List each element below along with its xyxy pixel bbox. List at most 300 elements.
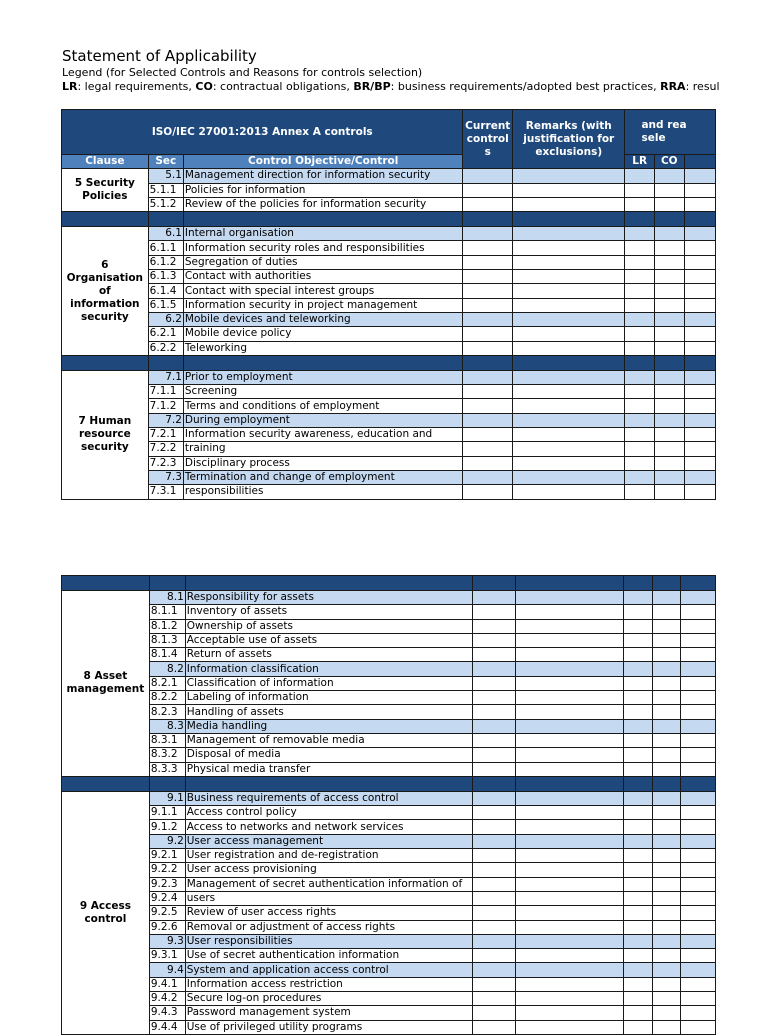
remarks-cell[interactable] — [513, 485, 625, 499]
remarks-cell[interactable] — [516, 977, 623, 991]
sec-cell: 9.1.1 — [149, 806, 185, 820]
remarks-cell[interactable] — [516, 719, 623, 733]
br-cell[interactable] — [684, 428, 715, 442]
lr-cell[interactable] — [623, 762, 652, 776]
remarks-cell[interactable] — [513, 385, 625, 399]
remarks-cell[interactable] — [513, 312, 625, 326]
remarks-cell[interactable] — [513, 197, 625, 211]
sec-cell: 9.2.3 — [149, 877, 185, 891]
lr-cell[interactable] — [623, 605, 652, 619]
remarks-cell[interactable] — [513, 470, 625, 484]
control-objective-row — [62, 312, 716, 326]
current-control-cell[interactable] — [473, 806, 516, 820]
br-cell[interactable] — [681, 648, 716, 662]
br-cell[interactable] — [684, 312, 715, 326]
remarks-cell[interactable] — [516, 748, 623, 762]
control-cell: Information access restriction — [185, 977, 472, 991]
lr-cell[interactable] — [623, 748, 652, 762]
current-control-cell[interactable] — [473, 834, 516, 848]
co-cell[interactable] — [652, 920, 681, 934]
br-cell[interactable] — [681, 920, 716, 934]
br-cell[interactable] — [684, 327, 715, 341]
co-cell[interactable] — [652, 934, 681, 948]
current-control-cell[interactable] — [473, 633, 516, 647]
lr-cell[interactable] — [625, 428, 654, 442]
lr-cell[interactable] — [625, 298, 654, 312]
co-cell[interactable] — [654, 370, 684, 384]
lr-cell[interactable] — [623, 733, 652, 747]
co-cell[interactable] — [654, 413, 684, 427]
current-control-cell[interactable] — [473, 992, 516, 1006]
sec-cell: 7.2 — [148, 413, 183, 427]
control-objective-row — [62, 227, 716, 241]
br-cell[interactable] — [681, 992, 716, 1006]
control-cell: Disposal of media — [185, 748, 472, 762]
current-control-cell[interactable] — [463, 312, 513, 326]
control-cell: Handling of assets — [185, 705, 472, 719]
co-cell[interactable] — [652, 1006, 681, 1020]
br-cell[interactable] — [684, 485, 715, 499]
lr-cell[interactable] — [623, 934, 652, 948]
remarks-cell[interactable] — [513, 456, 625, 470]
current-control-cell[interactable] — [473, 891, 516, 905]
remarks-cell[interactable] — [516, 820, 623, 834]
lr-cell[interactable] — [623, 705, 652, 719]
sec-cell: 7.1.1 — [148, 385, 183, 399]
current-control-cell[interactable] — [473, 662, 516, 676]
lr-cell[interactable] — [623, 906, 652, 920]
current-control-cell[interactable] — [473, 820, 516, 834]
lr-cell[interactable] — [625, 255, 654, 269]
co-cell[interactable] — [654, 385, 684, 399]
current-control-cell[interactable] — [473, 705, 516, 719]
co-cell[interactable] — [652, 992, 681, 1006]
sec-cell: 9.2.2 — [149, 863, 185, 877]
br-cell[interactable] — [681, 591, 716, 605]
co-cell[interactable] — [654, 341, 684, 355]
legend-abbrev: BR/BP — [353, 80, 391, 93]
br-cell[interactable] — [681, 691, 716, 705]
current-control-cell[interactable] — [473, 762, 516, 776]
remarks-cell[interactable] — [513, 298, 625, 312]
current-control-cell[interactable] — [463, 470, 513, 484]
br-cell[interactable] — [681, 619, 716, 633]
clause-header: Clause — [62, 155, 149, 169]
remarks-cell[interactable] — [516, 705, 623, 719]
lr-cell[interactable] — [625, 370, 654, 384]
br-cell[interactable] — [684, 227, 715, 241]
control-row — [62, 284, 716, 298]
current-control-cell[interactable] — [463, 227, 513, 241]
lr-cell[interactable] — [623, 691, 652, 705]
separator-cell — [62, 576, 150, 591]
co-cell[interactable] — [652, 762, 681, 776]
control-cell: Access control policy — [185, 806, 472, 820]
co-cell[interactable] — [654, 485, 684, 499]
current-control-cell[interactable] — [463, 241, 513, 255]
lr-cell[interactable] — [625, 341, 654, 355]
br-cell[interactable] — [684, 241, 715, 255]
current-control-cell[interactable] — [463, 442, 513, 456]
control-row — [62, 197, 716, 211]
sec-cell: 9.4 — [149, 963, 185, 977]
br-cell[interactable] — [681, 934, 716, 948]
lr-cell[interactable] — [623, 977, 652, 991]
co-cell[interactable] — [654, 255, 684, 269]
co-cell[interactable] — [654, 312, 684, 326]
lr-cell[interactable] — [623, 1006, 652, 1020]
remarks-cell[interactable] — [516, 1020, 623, 1034]
br-cell[interactable] — [684, 470, 715, 484]
lr-cell[interactable] — [623, 849, 652, 863]
br-cell[interactable] — [684, 385, 715, 399]
current-control-cell[interactable] — [473, 849, 516, 863]
lr-cell[interactable] — [623, 963, 652, 977]
co-cell[interactable] — [652, 849, 681, 863]
br-cell[interactable] — [681, 1006, 716, 1020]
current-control-cell[interactable] — [463, 327, 513, 341]
separator-cell — [681, 776, 716, 791]
co-cell[interactable] — [652, 619, 681, 633]
clause-cell: 8 Asset management — [62, 591, 150, 777]
br-cell[interactable] — [681, 762, 716, 776]
br-cell[interactable] — [681, 906, 716, 920]
control-row — [62, 241, 716, 255]
control-row — [62, 849, 716, 863]
br-cell[interactable] — [684, 270, 715, 284]
control-row — [62, 1006, 716, 1020]
current-control-cell[interactable] — [463, 183, 513, 197]
lr-cell[interactable] — [623, 791, 652, 805]
co-cell[interactable] — [652, 733, 681, 747]
co-cell[interactable] — [652, 891, 681, 905]
sec-cell: 8.1 — [149, 591, 185, 605]
co-cell[interactable] — [652, 633, 681, 647]
lr-cell[interactable] — [625, 227, 654, 241]
co-cell[interactable] — [652, 949, 681, 963]
co-cell[interactable] — [652, 877, 681, 891]
current-control-cell[interactable] — [463, 284, 513, 298]
br-cell[interactable] — [684, 456, 715, 470]
current-control-cell[interactable] — [473, 591, 516, 605]
lr-cell[interactable] — [625, 197, 654, 211]
br-cell[interactable] — [684, 399, 715, 413]
co-cell[interactable] — [654, 270, 684, 284]
br-cell[interactable] — [681, 605, 716, 619]
current-control-cell[interactable] — [473, 748, 516, 762]
lr-cell[interactable] — [625, 327, 654, 341]
current-control-cell[interactable] — [463, 370, 513, 384]
co-cell[interactable] — [654, 169, 684, 183]
lr-cell[interactable] — [623, 820, 652, 834]
remarks-cell[interactable] — [513, 341, 625, 355]
separator-cell — [62, 776, 150, 791]
current-control-cell[interactable] — [473, 791, 516, 805]
br-cell[interactable] — [684, 169, 715, 183]
lr-cell[interactable] — [623, 648, 652, 662]
co-cell[interactable] — [652, 963, 681, 977]
co-cell[interactable] — [652, 834, 681, 848]
lr-cell[interactable] — [623, 806, 652, 820]
br-cell[interactable] — [681, 949, 716, 963]
lr-cell[interactable] — [625, 442, 654, 456]
lr-cell[interactable] — [623, 719, 652, 733]
remarks-cell[interactable] — [513, 241, 625, 255]
remarks-cell[interactable] — [513, 399, 625, 413]
remarks-cell[interactable] — [513, 413, 625, 427]
current-control-cell[interactable] — [473, 977, 516, 991]
co-cell[interactable] — [652, 605, 681, 619]
lr-cell[interactable] — [625, 241, 654, 255]
sec-cell: 9.2.6 — [149, 920, 185, 934]
remarks-cell[interactable] — [513, 270, 625, 284]
co-cell[interactable] — [652, 591, 681, 605]
current-control-cell[interactable] — [473, 619, 516, 633]
lr-cell[interactable] — [623, 992, 652, 1006]
sec-cell: 6.1.1 — [148, 241, 183, 255]
separator-cell — [62, 212, 149, 227]
remarks-cell[interactable] — [513, 255, 625, 269]
sec-cell: 9.2.4 — [149, 891, 185, 905]
co-cell[interactable] — [652, 662, 681, 676]
current-control-cell[interactable] — [463, 399, 513, 413]
lr-cell[interactable] — [625, 169, 654, 183]
co-cell[interactable] — [652, 748, 681, 762]
current-control-cell[interactable] — [473, 1006, 516, 1020]
current-control-cell[interactable] — [473, 1020, 516, 1034]
remarks-cell[interactable] — [516, 934, 623, 948]
remarks-cell[interactable] — [516, 877, 623, 891]
current-control-cell[interactable] — [463, 197, 513, 211]
lr-cell[interactable] — [623, 949, 652, 963]
lr-cell[interactable] — [625, 456, 654, 470]
remarks-cell[interactable] — [516, 691, 623, 705]
co-cell[interactable] — [654, 284, 684, 298]
br-cell[interactable] — [681, 877, 716, 891]
lr-cell[interactable] — [623, 662, 652, 676]
co-cell[interactable] — [652, 806, 681, 820]
remarks-cell[interactable] — [516, 834, 623, 848]
br-cell[interactable] — [684, 197, 715, 211]
remarks-cell[interactable] — [513, 284, 625, 298]
br-cell[interactable] — [681, 849, 716, 863]
current-control-cell[interactable] — [463, 428, 513, 442]
lr-cell[interactable] — [625, 470, 654, 484]
remarks-cell[interactable] — [516, 591, 623, 605]
br-cell[interactable] — [681, 977, 716, 991]
br-cell[interactable] — [684, 284, 715, 298]
br-cell[interactable] — [681, 633, 716, 647]
control-cell: Labeling of information — [185, 691, 472, 705]
br-cell[interactable] — [681, 705, 716, 719]
separator-cell — [652, 576, 681, 591]
remarks-cell[interactable] — [516, 762, 623, 776]
co-cell[interactable] — [654, 227, 684, 241]
remarks-cell[interactable] — [513, 428, 625, 442]
lr-cell[interactable] — [623, 633, 652, 647]
co-cell[interactable] — [652, 906, 681, 920]
current-control-cell[interactable] — [473, 906, 516, 920]
co-cell[interactable] — [652, 863, 681, 877]
lr-cell[interactable] — [625, 485, 654, 499]
co-cell[interactable] — [654, 241, 684, 255]
co-cell[interactable] — [654, 399, 684, 413]
co-cell[interactable] — [652, 820, 681, 834]
soa-table-bottom-viewport — [0, 575, 716, 1033]
br-cell[interactable] — [684, 183, 715, 197]
remarks-cell[interactable] — [516, 676, 623, 690]
br-cell[interactable] — [681, 863, 716, 877]
br-cell[interactable] — [681, 733, 716, 747]
remarks-cell[interactable] — [516, 1006, 623, 1020]
lr-cell[interactable] — [623, 619, 652, 633]
remarks-cell[interactable] — [516, 949, 623, 963]
current-control-cell[interactable] — [473, 719, 516, 733]
co-cell[interactable] — [652, 977, 681, 991]
current-control-cell[interactable] — [463, 341, 513, 355]
lr-cell[interactable] — [623, 920, 652, 934]
br-cell[interactable] — [681, 676, 716, 690]
br-cell[interactable] — [681, 662, 716, 676]
separator-cell — [654, 212, 684, 227]
sec-cell: 9.4.4 — [149, 1020, 185, 1034]
current-control-cell[interactable] — [473, 605, 516, 619]
br-cell[interactable] — [684, 255, 715, 269]
remarks-cell[interactable] — [513, 169, 625, 183]
remarks-cell[interactable] — [513, 370, 625, 384]
br-cell[interactable] — [684, 442, 715, 456]
lr-cell[interactable] — [623, 863, 652, 877]
co-cell[interactable] — [652, 676, 681, 690]
co-cell[interactable] — [654, 470, 684, 484]
remarks-cell[interactable] — [516, 619, 623, 633]
current-control-cell[interactable] — [463, 485, 513, 499]
remarks-cell[interactable] — [513, 227, 625, 241]
sec-cell: 6.1.3 — [148, 270, 183, 284]
current-control-cell[interactable] — [473, 877, 516, 891]
lr-cell[interactable] — [623, 891, 652, 905]
current-control-cell[interactable] — [463, 413, 513, 427]
lr-cell[interactable] — [623, 1020, 652, 1034]
remarks-cell[interactable] — [513, 183, 625, 197]
lr-cell[interactable] — [625, 413, 654, 427]
co-cell[interactable] — [652, 691, 681, 705]
lr-cell[interactable] — [623, 591, 652, 605]
reasons-header: and rea sele — [625, 110, 716, 155]
current-control-cell[interactable] — [463, 255, 513, 269]
co-cell[interactable] — [654, 428, 684, 442]
remarks-cell[interactable] — [516, 992, 623, 1006]
br-cell[interactable] — [684, 413, 715, 427]
co-cell[interactable] — [654, 298, 684, 312]
current-control-cell[interactable] — [473, 934, 516, 948]
remarks-cell[interactable] — [516, 906, 623, 920]
page-title: Statement of Applicability — [62, 47, 257, 65]
br-cell[interactable] — [681, 963, 716, 977]
remarks-cell[interactable] — [516, 791, 623, 805]
lr-cell[interactable] — [625, 312, 654, 326]
current-control-cell[interactable] — [463, 385, 513, 399]
co-cell[interactable] — [654, 456, 684, 470]
lr-cell[interactable] — [623, 676, 652, 690]
co-cell[interactable] — [654, 327, 684, 341]
remarks-cell[interactable] — [516, 633, 623, 647]
sec-cell: 7.2.3 — [148, 456, 183, 470]
lr-cell[interactable] — [625, 399, 654, 413]
current-control-cell[interactable] — [463, 270, 513, 284]
control-header: Control Objective/Control — [183, 155, 463, 169]
current-control-cell[interactable] — [473, 863, 516, 877]
lr-cell[interactable] — [625, 284, 654, 298]
br-cell[interactable] — [681, 719, 716, 733]
lr-cell[interactable] — [625, 270, 654, 284]
remarks-cell[interactable] — [516, 849, 623, 863]
current-control-cell[interactable] — [473, 691, 516, 705]
control-objective-row — [62, 963, 716, 977]
lr-cell[interactable] — [625, 183, 654, 197]
br-cell[interactable] — [684, 341, 715, 355]
current-control-cell[interactable] — [473, 648, 516, 662]
br-cell[interactable] — [681, 891, 716, 905]
remarks-cell[interactable] — [516, 733, 623, 747]
co-cell[interactable] — [654, 442, 684, 456]
current-control-cell[interactable] — [473, 733, 516, 747]
remarks-cell[interactable] — [516, 920, 623, 934]
remarks-cell[interactable] — [513, 442, 625, 456]
co-cell[interactable] — [652, 1020, 681, 1034]
co-cell[interactable] — [652, 719, 681, 733]
current-control-cell[interactable] — [473, 949, 516, 963]
sec-cell: 9.2 — [149, 834, 185, 848]
br-cell[interactable] — [681, 791, 716, 805]
co-cell[interactable] — [652, 791, 681, 805]
remarks-cell[interactable] — [516, 662, 623, 676]
current-control-cell[interactable] — [463, 298, 513, 312]
control-cell: Mobile device policy — [183, 327, 463, 341]
current-control-cell[interactable] — [463, 169, 513, 183]
current-control-cell[interactable] — [463, 456, 513, 470]
br-cell[interactable] — [681, 748, 716, 762]
control-cell: Media handling — [185, 719, 472, 733]
br-cell[interactable] — [684, 370, 715, 384]
current-control-cell[interactable] — [473, 676, 516, 690]
co-cell[interactable] — [654, 183, 684, 197]
remarks-cell[interactable] — [516, 891, 623, 905]
remarks-cell[interactable] — [516, 605, 623, 619]
co-cell[interactable] — [654, 197, 684, 211]
br-cell[interactable] — [681, 834, 716, 848]
lr-cell[interactable] — [623, 877, 652, 891]
remarks-cell[interactable] — [513, 327, 625, 341]
co-cell[interactable] — [652, 648, 681, 662]
lr-cell[interactable] — [625, 385, 654, 399]
remarks-cell[interactable] — [516, 806, 623, 820]
br-cell[interactable] — [681, 820, 716, 834]
br-cell[interactable] — [681, 1020, 716, 1034]
remarks-cell[interactable] — [516, 963, 623, 977]
control-cell: Information security roles and responsibilities — [183, 241, 463, 255]
remarks-cell[interactable] — [516, 863, 623, 877]
current-control-cell[interactable] — [473, 920, 516, 934]
co-cell[interactable] — [652, 705, 681, 719]
remarks-cell[interactable] — [516, 648, 623, 662]
br-cell[interactable] — [684, 298, 715, 312]
lr-cell[interactable] — [623, 834, 652, 848]
br-cell[interactable] — [681, 806, 716, 820]
separator-cell — [684, 355, 715, 370]
current-control-cell[interactable] — [473, 963, 516, 977]
sec-cell: 8.2.2 — [149, 691, 185, 705]
